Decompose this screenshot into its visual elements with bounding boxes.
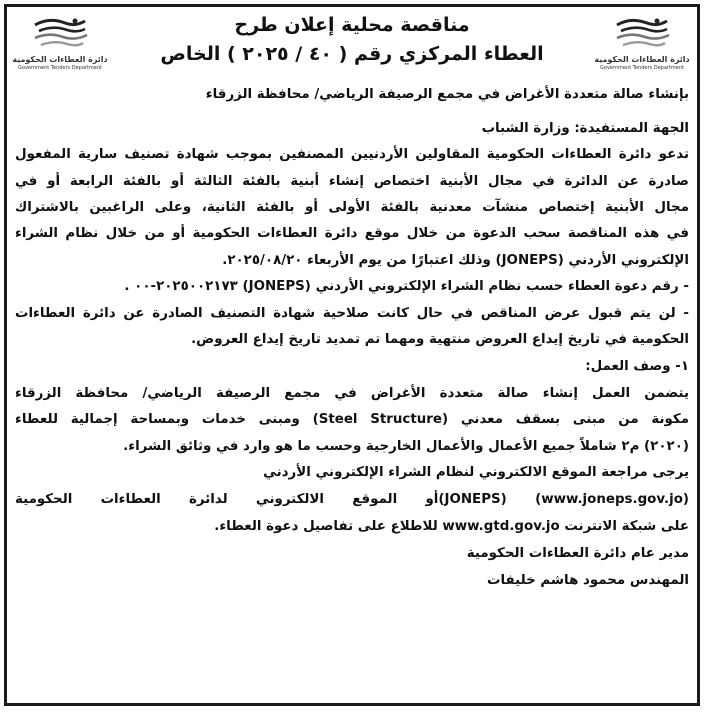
work-description-line: (٢٠٢٠) م٢ شاملاً جميع الأعمال والأعمال الخارجية وحسب ما هو وارد في وثائق الشراء. <box>123 439 689 454</box>
logo-arabic-text: دائرة العطاءات الحكومية <box>594 55 690 64</box>
invitation-line: في هذه المناقصة سحب الدعوة من خلال موقع دائرة العطاءات الحكومية أو من خلال نظام الشراء <box>15 226 689 241</box>
signature-position: مدير عام دائرة العطاءات الحكومية <box>466 546 689 561</box>
signature-name: المهندس محمود هاشم خليفات <box>487 573 689 588</box>
work-heading: ١- وصف العمل: <box>585 359 689 374</box>
acceptance-line: الحكومية في تاريخ إيداع العروض منتهية ومهما تم تمديد تاريخ إيداع العروض. <box>191 332 689 347</box>
tender-number-line: - رقم دعوة العطاء حسب نظام الشراء الإلكتروني الأردني (JONEPS) ٢٠٢٥٠٠٢١٧٣-٠٠ . <box>124 279 689 294</box>
announcement-title: مناقصة محلية إعلان طرح <box>234 14 470 36</box>
work-description-line: مكونة من مبنى بسقف معدني (Steel Structure) ومبنى خدمات وبمساحة إجمالية للعطاء <box>15 412 689 427</box>
acceptance-line: - لن يتم قبول عرض المناقص في حال كانت صلاحية شهادة التصنيف الصادرة عن دائرة العطاءات <box>15 306 689 321</box>
logo-english-text: Government Tenders Department <box>18 65 102 71</box>
tender-announcement <box>4 4 700 706</box>
work-description-line: يتضمن العمل إنشاء صالة متعددة الأغراض في مجمع الرصيفة الرياضي/ محافظة الزرقاء <box>15 386 689 401</box>
logo-english-text: Government Tenders Department <box>600 65 684 71</box>
invitation-line: مجال الأبنية إختصاص منشآت معدنية بالفئة الأولى أو بالفئة الثانية، وعلى الراغبين بالاشتراك <box>15 200 689 215</box>
tender-subject: بإنشاء صالة متعددة الأغراض في مجمع الرصيفة الرياضي/ محافظة الزرقاء <box>205 87 689 102</box>
invitation-line: صادرة عن الدائرة في مجال الأبنية اختصاص إنشاء أبنية بالفئة الثالثة أو بالفئة الرابعة أو في <box>15 174 689 189</box>
gtd-emblem-icon <box>29 15 91 55</box>
website-note-line: يرجى مراجعة الموقع الالكتروني لنظام الشراء الإلكتروني الأردني <box>263 465 689 480</box>
invitation-line: الإلكتروني الأردني (JONEPS) وذلك اعتبارًا من يوم الأربعاء ٢٠٢٥/٠٨/٢٠. <box>222 253 689 268</box>
logo-arabic-text: دائرة العطاءات الحكومية <box>12 55 108 64</box>
tender-number-title: العطاء المركزي رقم ( ٤٠ / ٢٠٢٥ ) الخاص <box>160 43 544 65</box>
beneficiary-line: الجهة المستفيدة: وزارة الشباب <box>481 121 689 136</box>
gtd-logo-right <box>594 15 690 77</box>
website-note-line: على شبكة الانترنت www.gtd.gov.jo للاطلاع على تفاصيل دعوة العطاء. <box>214 519 689 534</box>
gtd-logo-left <box>12 15 108 77</box>
gtd-emblem-icon <box>611 15 673 55</box>
website-note-line: (www.joneps.gov.jo) (JONEPS)أو الموقع الالكتروني لدائرة العطاءات الحكومية <box>15 492 689 507</box>
invitation-line: تدعو دائرة العطاءات الحكومية المقاولين الأردنيين المصنفين بموجب شهادة تصنيف سارية المفعول <box>15 147 689 162</box>
announcement-header <box>7 11 697 77</box>
